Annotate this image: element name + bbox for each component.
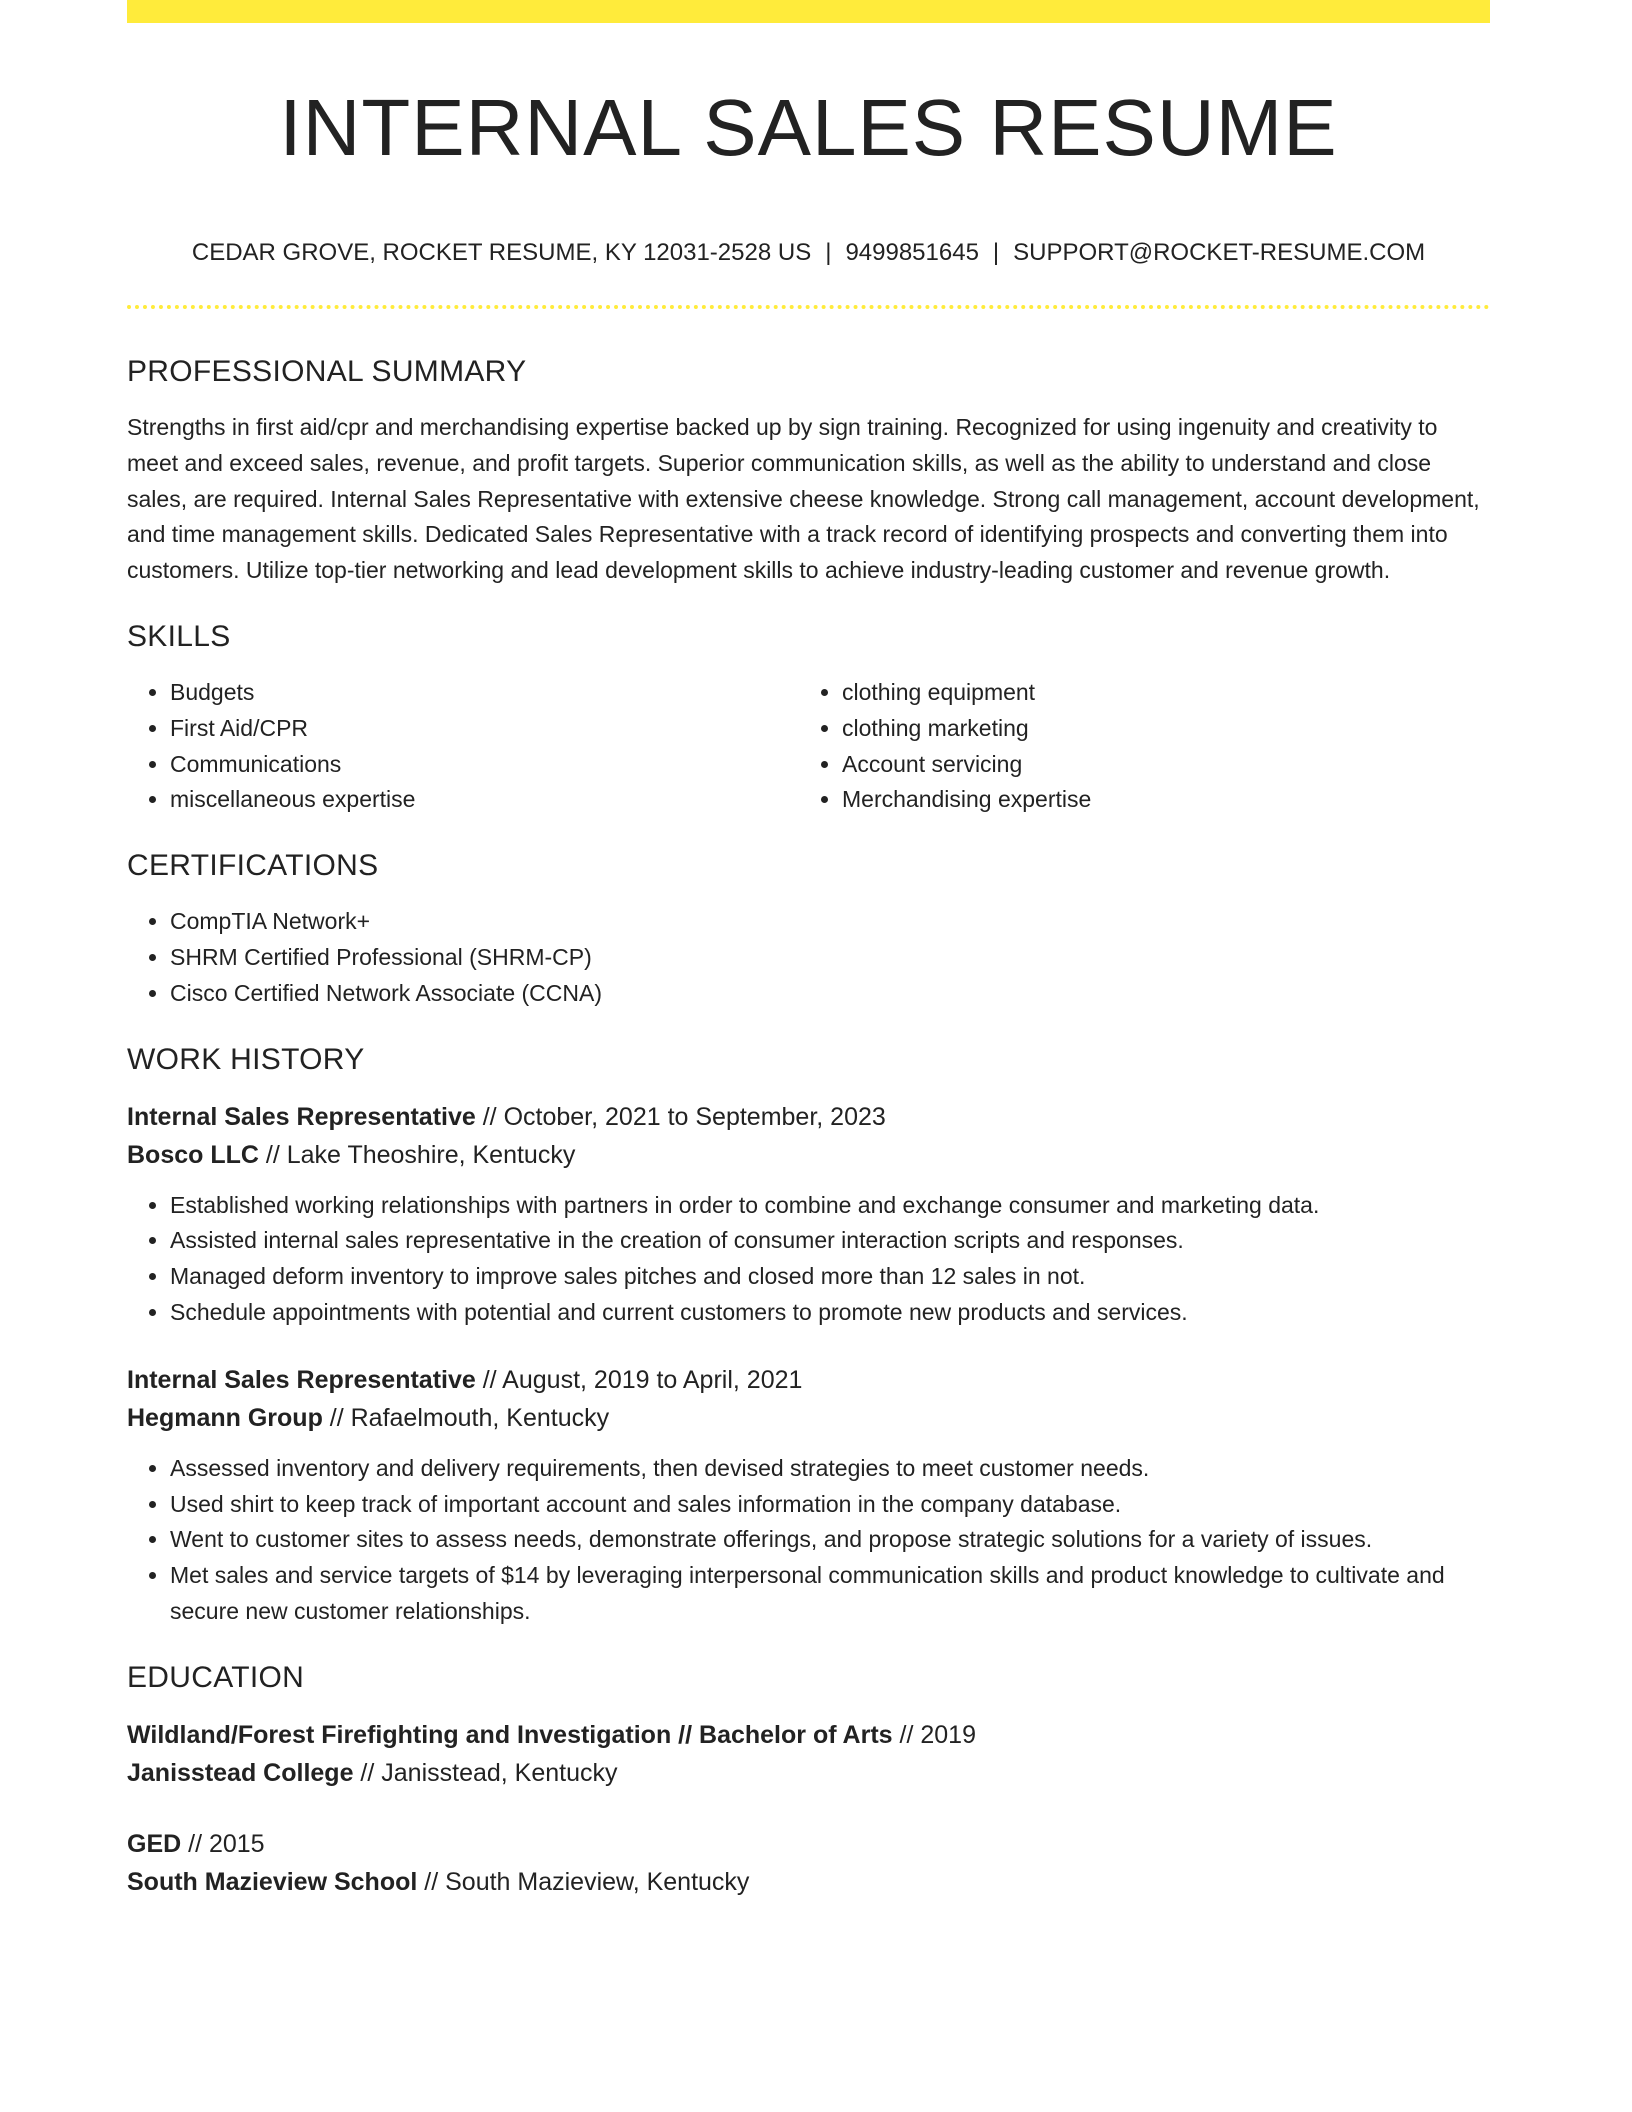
education-degree-line: [127, 1825, 1490, 1863]
education-location: // Janisstead, Kentucky: [353, 1758, 618, 1787]
job-company: Bosco LLC: [127, 1140, 259, 1169]
resume-page: [127, 0, 1490, 2112]
job-bullet: • Met sales and service targets of $14 by leveraging interpersonal communication skills and product knowledge to cultivate and secure new customer relationships.: [170, 1558, 1490, 1630]
job-bullet: • Managed deform inventory to improve sales pitches and closed more than 12 sales in not.: [170, 1259, 1490, 1295]
skill-item: • clothing marketing: [842, 711, 1471, 747]
job-title-line: [127, 1098, 1490, 1136]
skill-item: • Communications: [170, 747, 799, 783]
job-title: Internal Sales Representative: [127, 1365, 476, 1394]
skill-item: • First Aid/CPR: [170, 711, 799, 747]
job-bullet: • Assessed inventory and delivery requirements, then devised strategies to meet customer needs.: [170, 1451, 1490, 1487]
education-school: Janisstead College: [127, 1758, 354, 1787]
skills-list-left: [127, 675, 799, 818]
contact-separator: |: [992, 239, 1000, 266]
contact-phone[interactable]: 9499851645: [845, 239, 979, 266]
certifications-list: [127, 904, 1490, 1011]
section-heading-work-history: WORK HISTORY: [127, 1042, 365, 1076]
contact-address: CEDAR GROVE, ROCKET RESUME, KY 12031-2528 US: [191, 239, 812, 266]
contact-separator: |: [825, 239, 832, 266]
job-company-line: [127, 1399, 1490, 1437]
job-bullet: • Used shirt to keep track of important account and sales information in the company database.: [170, 1487, 1490, 1523]
education-degree: GED: [127, 1829, 182, 1858]
section-heading-summary: PROFESSIONAL SUMMARY: [127, 355, 527, 388]
summary-text: Strengths in first aid/cpr and merchandising expertise backed up by sign training. Recognized for using ingenuity and creativity to meet and exceed sales, revenue, and profit targets. Superior communication skills, as well as the ability to understand and close sales, are required. Internal Sales Representative with extensive cheese knowledge. Strong call management, account development, and time management skills. Dedicated Sales Representative with a track record of identifying prospects and converting them into customers. Utilize top-tier networking and lead development skills to achieve industry-leading customer and revenue growth.: [127, 414, 1480, 584]
education-entry: [127, 1716, 1490, 1792]
skills-section: [127, 617, 1490, 818]
contact-email[interactable]: SUPPORT@ROCKET-RESUME.COM: [1013, 239, 1426, 266]
skill-item: • miscellaneous expertise: [170, 782, 799, 818]
education-entry: [127, 1825, 1490, 1901]
resume-title: INTERNAL SALES RESUME: [279, 83, 1338, 172]
summary-section: [127, 352, 1490, 589]
job-title-line: [127, 1361, 1490, 1399]
skill-item: • Budgets: [170, 675, 799, 711]
dotted-divider: [127, 305, 1490, 309]
education-year: // 2015: [181, 1829, 265, 1858]
certification-item: • CompTIA Network+: [170, 904, 1490, 940]
certification-item: • SHRM Certified Professional (SHRM-CP): [170, 940, 1490, 976]
job-bullet: • Assisted internal sales representative in the creation of consumer interaction scripts and responses.: [170, 1223, 1490, 1259]
education-section: [127, 1658, 1490, 1901]
job-location: // Lake Theoshire, Kentucky: [258, 1140, 576, 1169]
skills-columns: [127, 675, 1490, 818]
job-title: Internal Sales Representative: [127, 1102, 476, 1131]
section-heading-education: EDUCATION: [127, 1660, 305, 1694]
job-bullets: [127, 1451, 1490, 1630]
education-degree-line: [127, 1716, 1490, 1754]
job-company: Hegmann Group: [127, 1403, 323, 1432]
job-bullet: • Schedule appointments with potential and current customers to promote new products and services.: [170, 1295, 1490, 1331]
top-accent-bar: [127, 0, 1490, 23]
education-degree: Wildland/Forest Firefighting and Investigation // Bachelor of Arts: [127, 1720, 893, 1749]
section-heading-skills: SKILLS: [127, 619, 231, 653]
education-year: // 2019: [892, 1720, 976, 1749]
education-location: // South Mazieview, Kentucky: [417, 1867, 750, 1896]
skill-item: • Merchandising expertise: [842, 782, 1471, 818]
job-location: // Rafaelmouth, Kentucky: [322, 1403, 610, 1432]
education-school-line: [127, 1863, 1490, 1901]
skill-item: • clothing equipment: [842, 675, 1471, 711]
job-bullets: [127, 1188, 1490, 1331]
certifications-section: [127, 846, 1490, 1011]
skill-item: • Account servicing: [842, 747, 1471, 783]
resume-content: [127, 352, 1490, 1901]
skills-list-right: [799, 675, 1471, 818]
section-heading-certifications: CERTIFICATIONS: [127, 849, 379, 883]
education-school-line: [127, 1754, 1490, 1792]
job-entry: [127, 1098, 1490, 1331]
certification-item: • Cisco Certified Network Associate (CCNA): [170, 976, 1490, 1012]
job-bullet: • Went to customer sites to assess needs, demonstrate offerings, and propose strategic solutions for a variety of issues.: [170, 1522, 1490, 1558]
job-dates: // August, 2019 to April, 2021: [475, 1365, 803, 1394]
work-history-section: [127, 1040, 1490, 1630]
education-school: South Mazieview School: [127, 1867, 418, 1896]
job-dates: // October, 2021 to September, 2023: [475, 1102, 886, 1131]
job-entry: [127, 1361, 1490, 1630]
job-company-line: [127, 1136, 1490, 1174]
contact-line: [127, 236, 1490, 270]
job-bullet: • Established working relationships with partners in order to combine and exchange consumer and marketing data.: [170, 1188, 1490, 1224]
